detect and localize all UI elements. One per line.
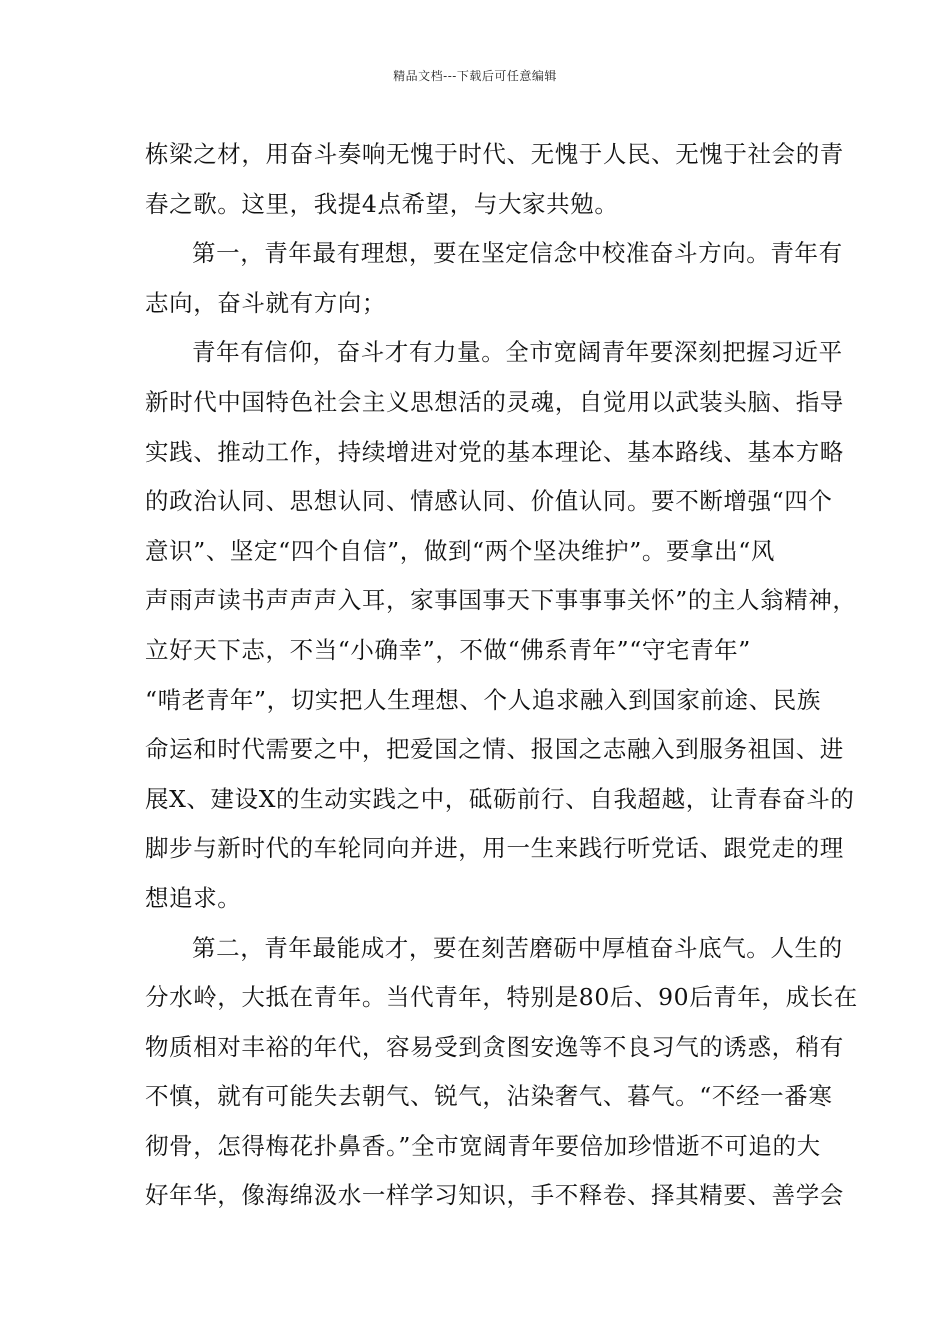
text-line: 分水岭，大抵在青年。当代青年，特别是80后、90后青年，成长在 [145,983,858,1012]
text-line: 想追求。 [145,883,242,912]
text-line: 物质相对丰裕的年代，容易受到贪图安逸等不良习气的诱惑，稍有 [145,1032,844,1061]
text-line: 春之歌。这里，我提4点希望，与大家共勉。 [145,189,619,218]
paragraph-start-line: 第二，青年最能成才，要在刻苦磨砺中厚植奋斗底气。人生的 [192,933,843,962]
text-line: “啃老青年”，切实把人生理想、个人追求融入到国家前途、民族 [145,685,821,714]
text-line: 栋梁之材，用奋斗奏响无愧于时代、无愧于人民、无愧于社会的青 [145,140,844,168]
body-text [145,130,858,1221]
text-line: 意识”、坚定“四个自信”，做到“两个坚决维护”。要拿出“风 [145,536,775,565]
text-line: 志向，奋斗就有方向； [145,288,386,317]
text-line: 实践、推动工作，持续增进对党的基本理论、基本路线、基本方略 [145,437,844,466]
text-line: 新时代中国特色社会主义思想活的灵魂，自觉用以武装头脑、指导 [145,387,844,416]
text-line: 的政治认同、思想认同、情感认同、价值认同。要不断增强“四个 [145,487,833,516]
page-header: 精品文档---下载后可任意编辑 [393,69,557,83]
text-line: 不慎，就有可能失去朝气、锐气，沾染奢气、暮气。“不经一番寒 [145,1082,833,1111]
text-line: 好年华，像海绵汲水一样学习知识，手不释卷、择其精要、善学会 [145,1181,844,1210]
paragraph-start-line: 第一，青年最有理想，要在坚定信念中校准奋斗方向。青年有 [192,239,843,268]
paragraph-start-line: 青年有信仰，奋斗才有力量。全市宽阔青年要深刻把握习近平 [192,338,843,367]
text-line: 声雨声读书声声声入耳，家事国事天下事事事关怀”的主人翁精神， [145,586,857,615]
text-line: 展X、建设X的生动实践之中，砥砺前行、自我超越，让青春奋斗的 [145,784,855,813]
text-line: 脚步与新时代的车轮同向并进，用一生来践行听党话、跟党走的理 [145,834,844,863]
text-line: 命运和时代需要之中，把爱国之情、报国之志融入到服务祖国、进 [145,735,844,764]
text-line: 立好天下志，不当“小确幸”，不做“佛系青年”“守宅青年” [145,635,751,664]
text-line: 彻骨，怎得梅花扑鼻香。”全市宽阔青年要倍加珍惜逝不可追的大 [145,1131,821,1160]
